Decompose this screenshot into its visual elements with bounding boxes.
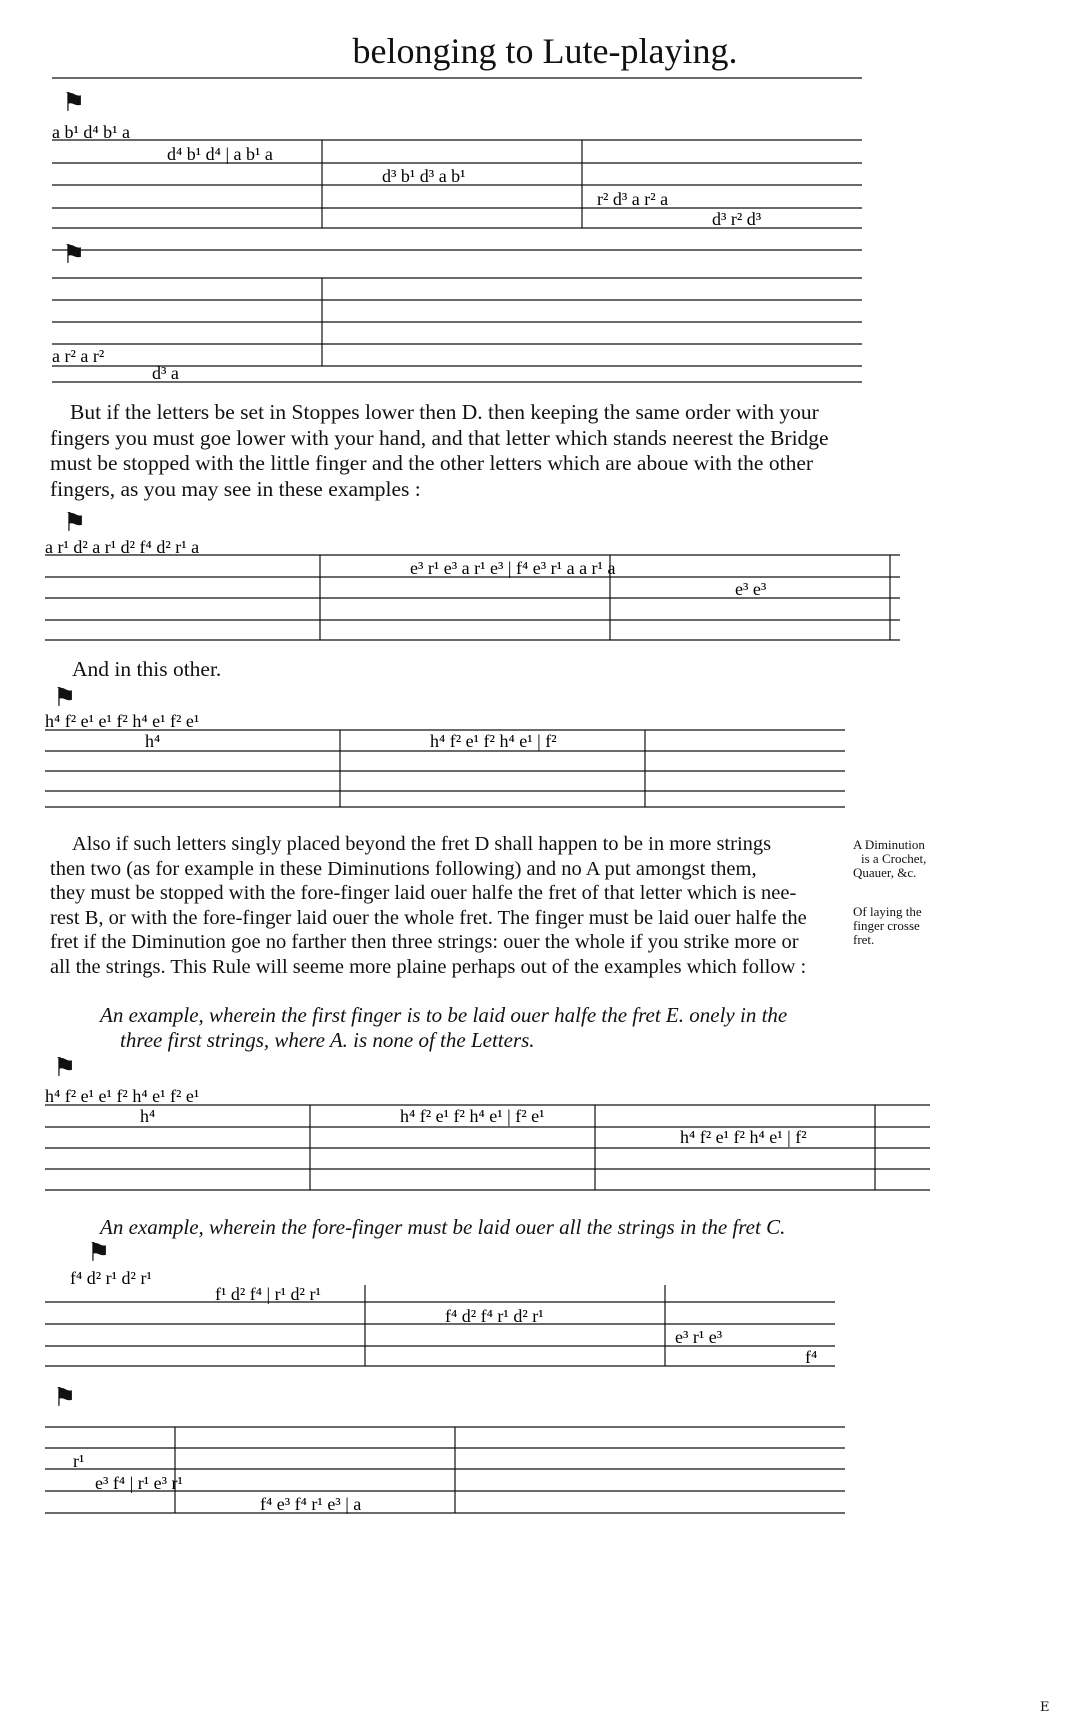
tab-notes: h⁴ f² e¹ f² h⁴ e¹ | f² e¹ xyxy=(400,1106,545,1126)
note-line: is a Crochet, xyxy=(861,851,927,866)
example-caption-2 xyxy=(100,1215,785,1240)
margin-note-diminution xyxy=(853,838,926,880)
rhythm-flag-icon: ⚑ xyxy=(53,683,77,713)
tab-notes: e³ r¹ e³ xyxy=(675,1327,723,1347)
staff-lines xyxy=(45,685,845,815)
text-line: fingers, as you may see in these examples : xyxy=(50,476,421,501)
text-line: they must be stopped with the fore-finger laid ouer halfe the fret of that letter which is nee- xyxy=(50,882,797,904)
tab-notes: e³ e³ xyxy=(735,579,767,599)
note-line: finger crosse xyxy=(853,918,920,933)
tab-notes: f¹ d² f⁴ | r¹ d² r¹ xyxy=(215,1284,321,1304)
note-line: A Diminution xyxy=(853,837,925,852)
tab-notes: f⁴ d² r¹ d² r¹ xyxy=(70,1268,152,1288)
tab-notes: a b¹ d⁴ b¹ a xyxy=(52,122,131,142)
tablature-staff-5 xyxy=(45,1055,930,1195)
text-line: An example, wherein the fore-finger must be laid ouer all the strings in the fret C. xyxy=(100,1215,786,1239)
example-caption-1 xyxy=(100,1003,787,1053)
tablature-staff-6 xyxy=(45,1240,835,1375)
rhythm-flag-icon: ⚑ xyxy=(62,240,86,270)
tablature-staff-7 xyxy=(45,1385,845,1525)
tab-notes: d³ a xyxy=(152,363,179,383)
tab-notes: h⁴ xyxy=(140,1106,156,1126)
staff-lines xyxy=(52,88,862,228)
staff-lines xyxy=(45,1055,930,1195)
text-line: And in this other. xyxy=(72,657,222,681)
rhythm-flag-icon: ⚑ xyxy=(63,508,87,538)
tablature-staff-2 xyxy=(52,240,862,390)
rhythm-flag-icon: ⚑ xyxy=(53,1053,77,1083)
paragraph-1 xyxy=(50,400,829,502)
tab-notes: r² d³ a r² a xyxy=(597,189,669,209)
tab-notes: e³ f⁴ | r¹ e³ r¹ xyxy=(95,1473,183,1493)
tablature-staff-3 xyxy=(45,510,900,650)
tab-notes: f⁴ e³ f⁴ r¹ e³ | a xyxy=(260,1494,362,1514)
text-line: must be stopped with the little finger and the other letters which are aboue with the other xyxy=(50,451,814,475)
tab-notes: d³ b¹ d³ a b¹ xyxy=(382,166,466,186)
tab-notes: h⁴ xyxy=(145,731,161,751)
tab-notes: d⁴ b¹ d⁴ | a b¹ a xyxy=(167,144,273,164)
text-line: all the strings. This Rule will seeme more plaine perhaps out of the examples which follow : xyxy=(50,955,807,978)
signature-mark: E xyxy=(1040,1700,1050,1715)
text-line: Also if such letters singly placed beyond the fret D shall happen to be in more strings xyxy=(72,833,772,855)
staff-lines xyxy=(45,1385,845,1525)
note-line: Of laying the xyxy=(853,904,922,919)
text-line: fingers you must goe lower with your hand, and that letter which stands neerest the Bridge xyxy=(50,425,829,450)
tab-notes: a r² a r² xyxy=(52,346,105,366)
staff-lines xyxy=(52,240,862,390)
text-line: three first strings, where A. is none of the Letters. xyxy=(120,1028,535,1052)
text-line: fret if the Diminution goe no farther then three strings: ouer the whole if you strike more or xyxy=(50,931,799,953)
rhythm-flag-icon: ⚑ xyxy=(53,1383,77,1413)
tab-notes: d³ r² d³ xyxy=(712,209,762,229)
tab-notes: h⁴ f² e¹ f² h⁴ e¹ | f² xyxy=(430,731,557,751)
tablature-staff-4 xyxy=(45,685,845,815)
rhythm-flag-icon: ⚑ xyxy=(62,88,86,118)
margin-note-laying-finger xyxy=(853,905,922,947)
staff-lines xyxy=(45,1240,835,1375)
text-line: An example, wherein the first finger is to be laid ouer halfe the fret E. onely in the xyxy=(100,1003,788,1027)
tab-notes: r¹ xyxy=(73,1451,85,1471)
note-line: Quauer, &c. xyxy=(853,865,917,880)
tab-notes: f⁴ d² f⁴ r¹ d² r¹ xyxy=(445,1306,544,1326)
note-line: fret. xyxy=(853,932,875,947)
tab-notes: f⁴ xyxy=(805,1347,818,1367)
staff-lines xyxy=(45,510,900,650)
tab-notes: a r¹ d² a r¹ d² f⁴ d² r¹ a xyxy=(45,537,200,557)
text-line: then two (as for example in these Diminutions following) and no A put amongst them, xyxy=(50,857,757,880)
rhythm-flag-icon: ⚑ xyxy=(87,1238,111,1268)
paragraph-3 xyxy=(50,832,807,979)
tab-notes: h⁴ f² e¹ f² h⁴ e¹ | f² xyxy=(680,1127,807,1147)
paragraph-2 xyxy=(72,657,221,683)
tablature-staff-1 xyxy=(52,88,862,228)
text-line: rest B, or with the fore-finger laid ouer the whole fret. The finger must be laid ouer halfe the xyxy=(50,906,807,929)
tab-notes: e³ r¹ e³ a r¹ e³ | f⁴ e³ r¹ a a r¹ a xyxy=(410,558,616,578)
page-heading: belonging to Lute-playing. xyxy=(352,31,738,71)
text-line: But if the letters be set in Stoppes lower then D. then keeping the same order with your xyxy=(70,400,819,424)
tab-notes: h⁴ f² e¹ e¹ f² h⁴ e¹ f² e¹ xyxy=(45,1086,200,1106)
tab-notes: h⁴ f² e¹ e¹ f² h⁴ e¹ f² e¹ xyxy=(45,711,200,731)
